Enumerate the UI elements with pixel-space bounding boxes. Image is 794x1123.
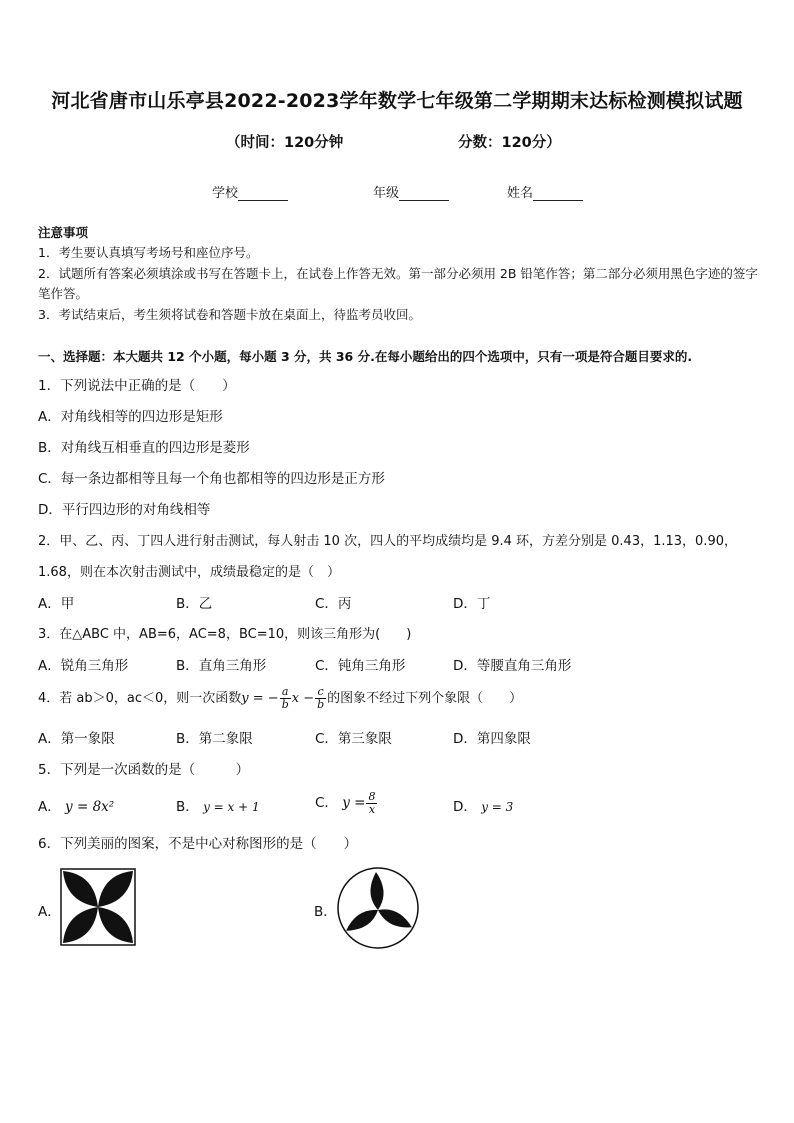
question-4-eq-mid: x − <box>291 691 315 706</box>
fraction-numerator: 8 <box>368 789 376 803</box>
question-2-stem-line1: 2．甲、乙、丙、丁四人进行射击测试，每人射击 10 次，四人的平均成绩均是 9.4 环，方差分别是 0.43，1.13，0.90， <box>38 534 737 549</box>
option-label: D． <box>453 799 477 815</box>
name-label: 姓名 <box>507 186 534 201</box>
name-blank <box>533 186 583 201</box>
option-formula: y = 8x² <box>65 799 115 815</box>
three-petal-circle-icon <box>336 866 420 950</box>
question-4-fraction-c-b <box>315 686 326 711</box>
four-petal-square-icon <box>60 868 136 946</box>
question-6-option-a-label: A． <box>38 904 61 920</box>
fraction-denominator: b <box>281 698 289 711</box>
question-3-stem: 3．在△ABC 中，AB=6，AC=8，BC=10，则该三角形为( ) <box>38 627 412 642</box>
question-1-option-d: D．平行四边形的对角线相等 <box>38 502 211 518</box>
question-4-stem <box>38 684 522 714</box>
question-2-option-a: A．甲 <box>38 596 75 612</box>
question-1-option-b: B．对角线互相垂直的四边形是菱形 <box>38 440 250 456</box>
option-label: A． <box>38 799 61 815</box>
question-4-stem-post: 的图象不经过下列个象限（ ） <box>327 691 523 706</box>
exam-title: 河北省唐市山乐亭县2022-2023学年数学七年级第二学期期末达标检测模拟试题 <box>51 90 743 112</box>
fraction-numerator: c <box>315 686 326 699</box>
name-field <box>507 182 583 201</box>
note-item: 1．考生要认真填写考场号和座位序号。 <box>38 245 259 260</box>
question-5-option-d <box>453 795 513 815</box>
grade-blank <box>399 186 449 201</box>
question-3-option-a: A．锐角三角形 <box>38 658 129 674</box>
option-label: C． <box>315 795 338 811</box>
exam-time: （时间：120分钟 <box>226 135 344 151</box>
exam-score: 分数：120分） <box>458 135 561 151</box>
option-fraction <box>366 791 377 816</box>
question-6-stem: 6．下列美丽的图案，不是中心对称图形的是（ ） <box>38 836 358 852</box>
question-5-option-b <box>176 795 260 815</box>
question-5-option-a <box>38 795 114 815</box>
fraction-numerator: a <box>280 686 291 699</box>
question-5-stem: 5．下列是一次函数的是（ ） <box>38 762 250 778</box>
question-4-option-d: D．第四象限 <box>453 731 531 747</box>
grade-label: 年级 <box>373 186 400 201</box>
school-blank <box>238 186 288 201</box>
question-4-eq-y: y = − <box>241 691 279 706</box>
note-item: 3．考试结束后，考生须将试卷和答题卡放在桌面上，待监考员收回。 <box>38 307 421 322</box>
question-4-stem-pre: 4．若 ab＞0，ac＜0，则一次函数 <box>38 691 242 706</box>
question-4-option-b: B．第二象限 <box>176 731 253 747</box>
grade-field <box>373 182 449 201</box>
question-6-option-b-label: B． <box>314 904 337 920</box>
question-3-option-c: C．钝角三角形 <box>315 658 406 674</box>
question-3-option-d: D．等腰直角三角形 <box>453 658 572 674</box>
question-2-option-c: C．丙 <box>315 596 352 612</box>
fraction-denominator: b <box>317 698 325 711</box>
question-2-option-b: B．乙 <box>176 596 213 612</box>
school-label: 学校 <box>212 186 239 201</box>
question-2-option-d: D．丁 <box>453 596 491 612</box>
note-item: 2．试题所有答案必须填涂或书写在答题卡上，在试卷上作答无效。第一部分必须用 2B 铅笔作答；第二部分必须用黑色字迹的签字笔作答。 <box>38 266 758 301</box>
option-formula: y = 3 <box>481 800 514 814</box>
question-2-stem-line2: 1.68，则在本次射击测试中，成绩最稳定的是（ ） <box>38 565 340 580</box>
option-formula: y = x + 1 <box>203 800 260 814</box>
school-field <box>212 182 288 201</box>
fraction-denominator: x <box>368 802 376 816</box>
question-1-stem: 1．下列说法中正确的是（ ） <box>38 378 236 394</box>
option-label: B． <box>176 799 199 815</box>
question-4-fraction-a-b <box>280 686 291 711</box>
section-heading: 一、选择题：本大题共 12 个小题，每小题 3 分，共 36 分.在每小题给出的四个选项中，只有一项是符合题目要求的. <box>38 349 693 364</box>
option-formula: y = <box>342 795 366 811</box>
question-1-option-a: A．对角线相等的四边形是矩形 <box>38 409 223 425</box>
question-5-option-c <box>315 786 378 820</box>
question-4-option-c: C．第三象限 <box>315 731 392 747</box>
question-1-option-c: C．每一条边都相等且每一个角也都相等的四边形是正方形 <box>38 471 385 487</box>
question-4-option-a: A．第一象限 <box>38 731 115 747</box>
question-3-option-b: B．直角三角形 <box>176 658 267 674</box>
notes-heading: 注意事项 <box>38 225 89 240</box>
